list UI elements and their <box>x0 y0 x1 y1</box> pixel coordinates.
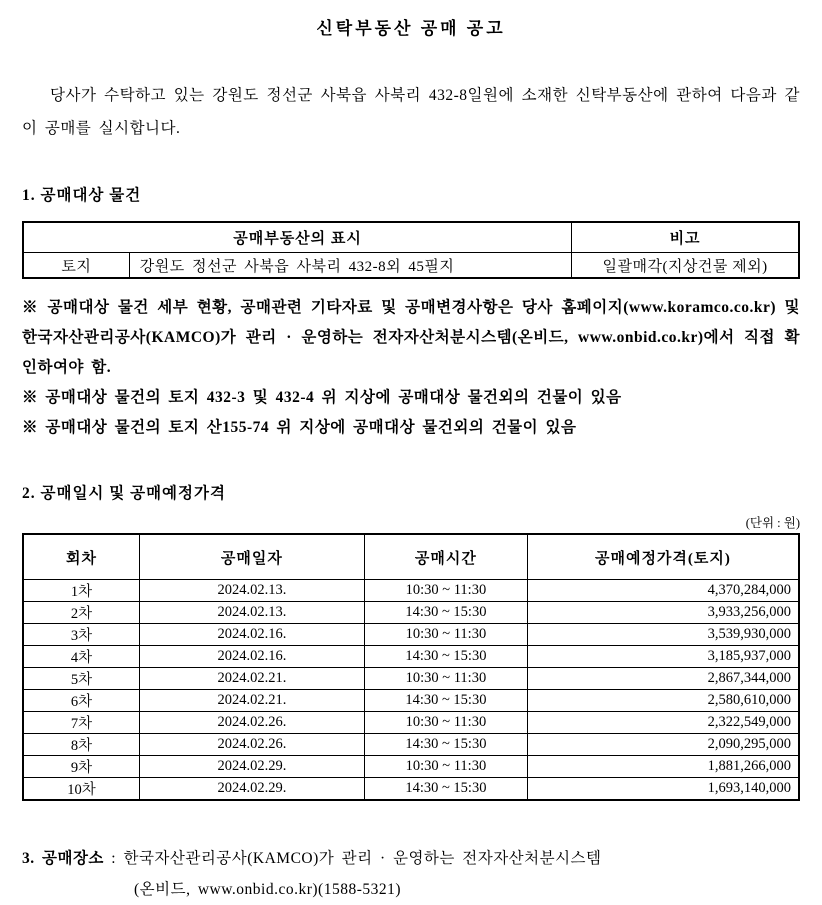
round-cell: 9차 <box>23 756 139 778</box>
date-cell: 2024.02.26. <box>139 734 364 756</box>
round-cell: 1차 <box>23 580 139 602</box>
date-cell: 2024.02.29. <box>139 756 364 778</box>
date-cell: 2024.02.13. <box>139 602 364 624</box>
time-cell: 10:30 ~ 11:30 <box>364 580 527 602</box>
time-column-header: 공매시간 <box>364 534 527 580</box>
section-3 <box>22 843 800 905</box>
time-cell: 14:30 ~ 15:30 <box>364 602 527 624</box>
date-cell: 2024.02.16. <box>139 624 364 646</box>
date-column-header: 공매일자 <box>139 534 364 580</box>
price-column-header: 공매예정가격(토지) <box>527 534 799 580</box>
property-description-cell: 강원도 정선군 사북읍 사북리 432-8외 45필지 <box>129 253 571 279</box>
section-2-heading: 2. 공매일시 및 공매예정가격 <box>22 485 226 502</box>
date-cell: 2024.02.21. <box>139 668 364 690</box>
date-cell: 2024.02.26. <box>139 712 364 734</box>
date-cell: 2024.02.21. <box>139 690 364 712</box>
date-cell: 2024.02.13. <box>139 580 364 602</box>
date-cell: 2024.02.29. <box>139 778 364 801</box>
round-cell: 3차 <box>23 624 139 646</box>
round-cell: 5차 <box>23 668 139 690</box>
auction-venue-text: 한국자산관리공사(KAMCO)가 관리 · 운영하는 전자자산처분시스템 <box>123 850 602 867</box>
section-3-line1 <box>22 843 800 874</box>
price-cell: 3,933,256,000 <box>527 602 799 624</box>
date-cell: 2024.02.16. <box>139 646 364 668</box>
table-row <box>23 668 799 690</box>
property-description-header: 공매부동산의 표시 <box>23 222 572 253</box>
round-cell: 8차 <box>23 734 139 756</box>
section-3-heading: 3. 공매장소 <box>22 850 104 867</box>
table-row <box>23 778 799 801</box>
time-cell: 10:30 ~ 11:30 <box>364 712 527 734</box>
price-cell: 1,693,140,000 <box>527 778 799 801</box>
table-row <box>23 624 799 646</box>
round-cell: 6차 <box>23 690 139 712</box>
round-cell: 7차 <box>23 712 139 734</box>
price-cell: 3,539,930,000 <box>527 624 799 646</box>
table-row <box>23 734 799 756</box>
table-row <box>23 756 799 778</box>
note-item-3: ※ 공매대상 물건의 토지 산155-74 위 지상에 공매대상 물건외의 건물이 있음 <box>22 419 577 436</box>
time-cell: 10:30 ~ 11:30 <box>364 624 527 646</box>
round-cell: 2차 <box>23 602 139 624</box>
price-cell: 2,867,344,000 <box>527 668 799 690</box>
section-3-colon: : <box>103 850 124 867</box>
time-cell: 14:30 ~ 15:30 <box>364 646 527 668</box>
price-cell: 2,580,610,000 <box>527 690 799 712</box>
round-cell: 4차 <box>23 646 139 668</box>
notes-block <box>22 293 800 443</box>
price-cell: 3,185,937,000 <box>527 646 799 668</box>
time-cell: 14:30 ~ 15:30 <box>364 734 527 756</box>
unit-label: (단위 : 원) <box>745 516 800 530</box>
auction-schedule-table <box>22 533 800 801</box>
price-cell: 4,370,284,000 <box>527 580 799 602</box>
note-item-1: ※ 공매대상 물건 세부 현황, 공매관련 기타자료 및 공매변경사항은 당사 홈페이지(www.koramco.co.kr) 및 한국자산관리공사(KAMCO)가 관리 · 운영하는 전자자산처분시스템(온비드, www.onbid.co.kr)에서 직접 확인하여야 함. <box>22 299 800 376</box>
table-row <box>23 602 799 624</box>
intro-paragraph: 당사가 수탁하고 있는 강원도 정선군 사북읍 사북리 432-8일원에 소재한 신탁부동산에 관하여 다음과 같이 공매를 실시합니다. <box>22 87 800 137</box>
property-type-cell: 토지 <box>23 253 129 279</box>
table-row <box>23 690 799 712</box>
table-row <box>23 646 799 668</box>
schedule-header-row <box>23 534 799 580</box>
price-cell: 2,090,295,000 <box>527 734 799 756</box>
property-table-row <box>23 253 799 279</box>
time-cell: 10:30 ~ 11:30 <box>364 756 527 778</box>
round-column-header: 회차 <box>23 534 139 580</box>
page-title: 신탁부동산 공매 공고 <box>316 19 506 38</box>
table-row <box>23 580 799 602</box>
property-table-header-row <box>23 222 799 253</box>
round-cell: 10차 <box>23 778 139 801</box>
note-item-2: ※ 공매대상 물건의 토지 432-3 및 432-4 위 지상에 공매대상 물건외의 건물이 있음 <box>22 389 622 406</box>
price-cell: 2,322,549,000 <box>527 712 799 734</box>
property-remarks-cell: 일괄매각(지상건물 제외) <box>572 253 799 279</box>
property-table <box>22 221 800 279</box>
price-cell: 1,881,266,000 <box>527 756 799 778</box>
time-cell: 14:30 ~ 15:30 <box>364 690 527 712</box>
time-cell: 10:30 ~ 11:30 <box>364 668 527 690</box>
time-cell: 14:30 ~ 15:30 <box>364 778 527 801</box>
auction-venue-contact: (온비드, www.onbid.co.kr)(1588-5321) <box>134 881 402 898</box>
property-remarks-header: 비고 <box>572 222 799 253</box>
section-1-heading: 1. 공매대상 물건 <box>22 187 142 204</box>
table-row <box>23 712 799 734</box>
